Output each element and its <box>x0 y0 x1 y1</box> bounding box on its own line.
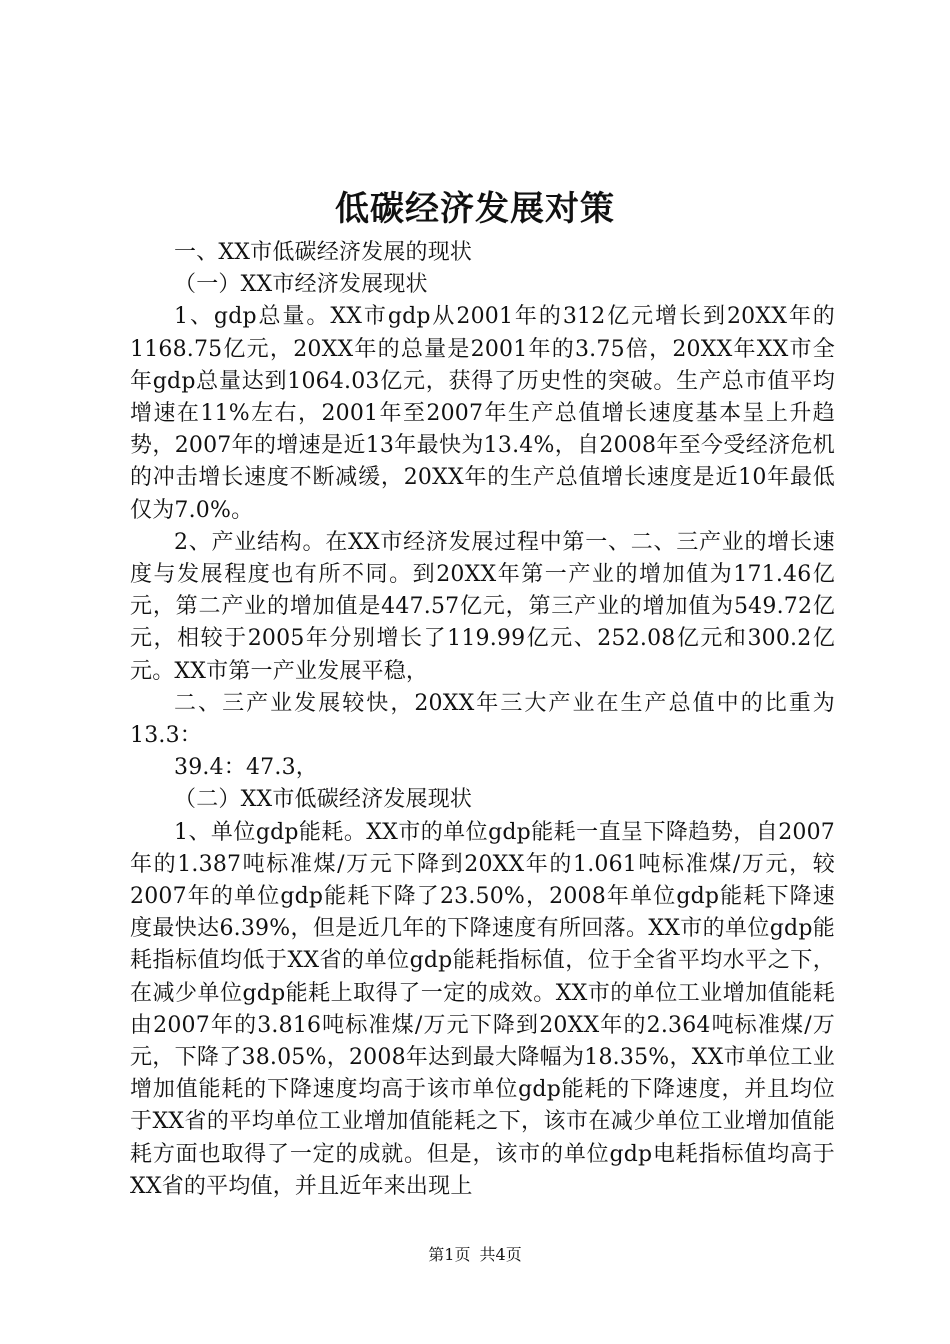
section-heading-1: 一、XX市低碳经济发展的现状 <box>174 240 473 265</box>
page-number: 第1页 <box>428 1245 471 1264</box>
page-total: 共4页 <box>479 1245 522 1264</box>
paragraph-industry-share: 二、三产业发展较快，20XX年三大产业在生产总值中的比重为13.3： <box>130 690 835 749</box>
paragraph-gdp-total: 1、gdp总量。XX市gdp从2001年的312亿元增长到20XX年的1168.75亿元，20XX年的总量是2001年的3.75倍，20XX年XX市全年gdp总量达到1064.03亿元，获得了历史性的突破。生产总市值平均增速在11%左右，2001年至2007年生产总值增长速度基本呈上升趋势，2007年的增速是近13年最快为13.4%，自2008年至今受经济危机的冲击增长速度不断减缓，20XX年的生产总值增长速度是近10年最低仅为7.0%。 <box>130 304 835 523</box>
document-body <box>130 237 835 1203</box>
page-footer <box>0 1243 950 1267</box>
paragraph-ratio: 39.4：47.3， <box>174 755 318 781</box>
subsection-heading-2: （二）XX市低碳经济发展现状 <box>174 787 473 813</box>
paragraph-industry-structure: 2、产业结构。在XX市经济发展过程中第一、二、三产业的增长速度与发展程度也有所不同。到20XX年第一产业的增加值为171.46亿元，第二产业的增加值是447.57亿元，第三产业的增加值为549.72亿元，相较于2005年分别增长了119.99亿元、252.08亿元和300.2亿元。XX市第一产业发展平稳， <box>130 529 835 684</box>
paragraph-energy-consumption: 1、单位gdp能耗。XX市的单位gdp能耗一直呈下降趋势，自2007年的1.387吨标准煤/万元下降到20XX年的1.061吨标准煤/万元，较2007年的单位gdp能耗下降了23.50%，2008年单位gdp能耗下降速度最快达6.39%，但是近几年的下降速度有所回落。XX市的单位gdp能耗指标值均低于XX省的单位gdp能耗指标值，位于全省平均水平之下，在减少单位gdp能耗上取得了一定的成效。XX市的单位工业增加值能耗由2007年的3.816吨标准煤/万元下降到20XX年的2.364吨标准煤/万元，下降了38.05%，2008年达到最大降幅为18.35%，XX市单位工业增加值能耗的下降速度均高于该市单位gdp能耗的下降速度，并且均位于XX省的平均单位工业增加值能耗之下，该市在减少单位工业增加值能耗方面也取得了一定的成就。但是，该市的单位gdp电耗指标值均高于XX省的平均值，并且近年来出现上 <box>130 819 835 1199</box>
document-title: 低碳经济发展对策 <box>335 189 615 229</box>
subsection-heading-1: （一）XX市经济发展现状 <box>174 272 428 298</box>
